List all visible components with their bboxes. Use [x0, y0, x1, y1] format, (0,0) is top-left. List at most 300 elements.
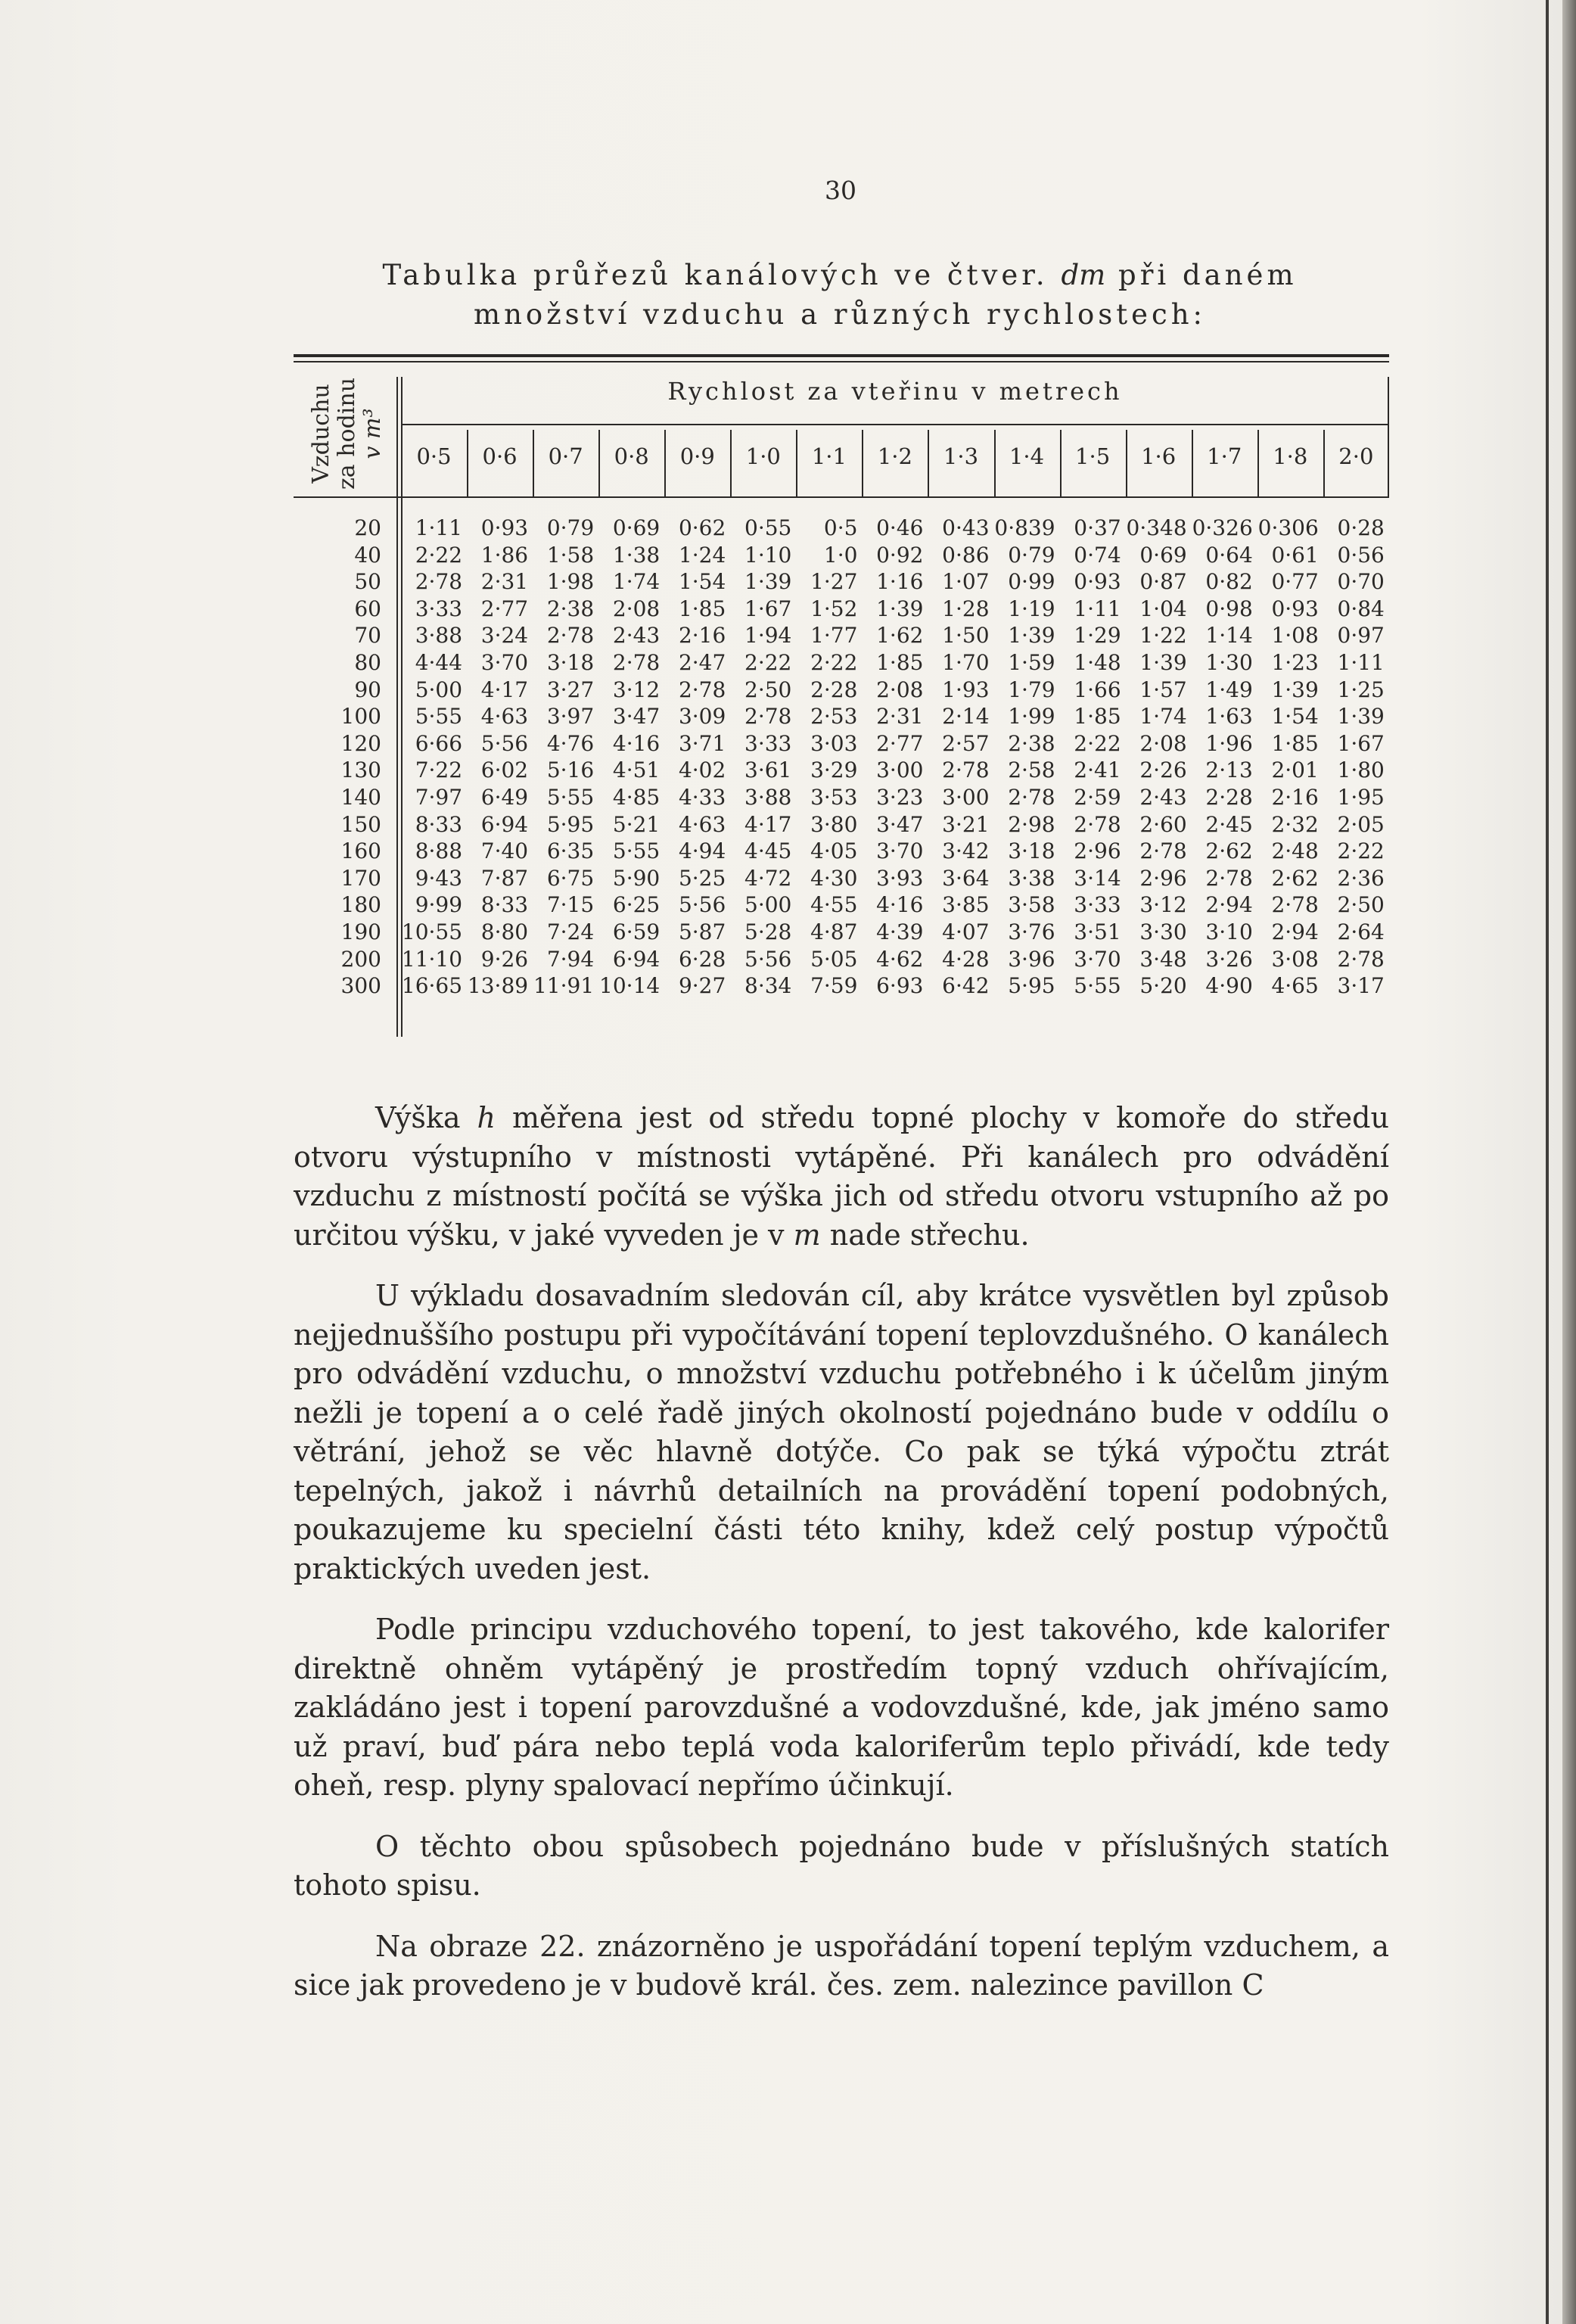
cross-section-table: [294, 354, 1389, 1037]
paragraph-5: Na obraze 22. znázorněno je uspořádání topení teplým vzduchem, a sice jak provedeno je v budově král. čes. zem. nalezince pavillon C: [294, 1929, 1389, 2002]
table-cell: 4·55: [810, 892, 858, 918]
table-cell: 0·348: [1126, 515, 1187, 540]
paragraph-1-unit-m: m: [793, 1218, 821, 1252]
table-cell: 1·85: [876, 650, 924, 675]
table-cell: 6·66: [415, 730, 463, 756]
table-cell: 1·39: [1271, 677, 1319, 702]
table-cell: 1·39: [876, 596, 924, 621]
table-cell: 0·82: [1205, 569, 1253, 595]
table-cell: 2·13: [1205, 758, 1253, 783]
table-cell: 5·95: [546, 811, 595, 837]
air-volume-label: 200: [340, 946, 381, 972]
table-cell: 3·85: [942, 892, 990, 918]
table-cell: 2·22: [1337, 838, 1385, 864]
table-cell: 16·65: [401, 973, 463, 999]
table-cell: 5·28: [744, 919, 792, 944]
table-cell: 1·86: [480, 542, 529, 568]
table-cell: 3·08: [1271, 946, 1319, 972]
table-cell: 2·38: [1008, 730, 1055, 756]
table-cell: 5·56: [744, 946, 792, 972]
table-cell: 2·64: [1337, 919, 1385, 944]
table-cell: 5·90: [612, 865, 661, 891]
table-cell: 2·41: [1074, 758, 1121, 783]
table-cell: 4·62: [876, 946, 924, 972]
table-cell: 1·30: [1205, 650, 1253, 675]
table-cell: 1·93: [942, 677, 990, 702]
table-cell: 3·70: [1074, 946, 1121, 972]
table-cell: 5·55: [612, 838, 661, 864]
table-cell: 9·43: [415, 865, 463, 891]
table-cell: 1·07: [942, 569, 990, 595]
air-volume-label: 120: [340, 730, 381, 756]
velocity-column-header: 0·6: [482, 443, 518, 469]
table-cell: 0·77: [1271, 569, 1319, 595]
table-cell: 1·49: [1205, 677, 1253, 702]
table-cell: 4·16: [876, 892, 924, 918]
table-cell: 4·65: [1271, 973, 1319, 999]
table-cell: 2·94: [1271, 919, 1319, 944]
paragraph-2: U výkladu dosavadním sledován cíl, aby krátce vysvětlen byl způsob nejjednuššího postupu při vypočítávání topení teplovzdušného. O kanálech pro odvádění vzduchu, o množství vzduchu potřebného i k účelům jiným nežli je topení a o celé řadě jiných okolností pojednáno bude v oddílu o větrání, jehož se věc hlavně dotýče. Co pak se týká výpočtu ztrát tepelných, jakož i návrhů detailních na provádění topení podobných, poukazujeme ku specielní části této knihy, kdež celý postup výpočtů praktických uveden jest.: [294, 1279, 1389, 1585]
table-cell: 9·99: [415, 892, 463, 918]
table-cell: 3·61: [744, 758, 792, 783]
table-cell: 8·88: [415, 838, 463, 864]
caption-line-1: [288, 256, 1392, 295]
table-cell: 6·59: [612, 919, 661, 944]
table-cell: 0·99: [1008, 569, 1055, 595]
air-volume-label: 130: [340, 758, 381, 783]
table-cell: 0·306: [1257, 515, 1319, 540]
velocity-column-header: 0·9: [679, 443, 715, 469]
table-cell: 1·10: [744, 542, 792, 568]
air-volume-label: 190: [340, 919, 381, 944]
table-cell: 7·59: [810, 973, 858, 999]
table-cell: 3·27: [546, 677, 595, 702]
paragraph-1-part-c: měřena jest od středu topné plochy v komoře do středu otvoru výstupního v místnosti vytápěné. Při kanálech pro odvádění vzduchu z místností počítá se výška jich od středu otvoru vstupního až po určitou výšku, v jaké vyveden je v: [294, 1101, 1389, 1252]
table-cell: 2·01: [1271, 758, 1319, 783]
table-cell: 2·43: [612, 623, 661, 649]
table-cell: 3·17: [1337, 973, 1385, 999]
table-cell: 3·58: [1008, 892, 1055, 918]
air-volume-label: 160: [340, 838, 381, 864]
table-cell: 13·89: [467, 973, 529, 999]
table-cell: 4·39: [876, 919, 924, 944]
table-cell: 3·21: [942, 811, 990, 837]
table-cell: 3·47: [876, 811, 924, 837]
table-cell: 2·57: [942, 730, 990, 756]
velocity-column-header: 1·8: [1273, 443, 1308, 469]
table-cell: 0·43: [942, 515, 990, 540]
table-cell: 4·76: [546, 730, 595, 756]
table-cell: 1·50: [942, 623, 990, 649]
table-cell: 1·39: [744, 569, 792, 595]
table-cell: 10·55: [401, 919, 463, 944]
table-cell: 3·96: [1008, 946, 1055, 972]
table-cell: 1·27: [810, 569, 858, 595]
table-cell: 3·03: [810, 730, 858, 756]
velocity-column-header: 1·5: [1075, 443, 1111, 469]
table-cell: 2·14: [942, 704, 990, 730]
table-cell: 5·16: [546, 758, 595, 783]
table-cell: 2·98: [1008, 811, 1055, 837]
table-cell: 2·62: [1205, 838, 1253, 864]
table-cell: 3·76: [1008, 919, 1055, 944]
table-cell: 1·28: [942, 596, 990, 621]
table-cell: 3·33: [415, 596, 463, 621]
table-cell: 11·10: [401, 946, 463, 972]
table-cell: 2·43: [1139, 785, 1187, 810]
table-cell: 4·85: [612, 785, 661, 810]
table-cell: 3·48: [1139, 946, 1187, 972]
table-cell: 1·54: [1271, 704, 1319, 730]
table-cell: 8·33: [415, 811, 463, 837]
table-cell: 3·00: [876, 758, 924, 783]
table-cell: 1·23: [1271, 650, 1319, 675]
air-volume-label: 40: [354, 542, 381, 568]
air-volume-label: 60: [354, 596, 381, 621]
table-cell: 2·50: [744, 677, 792, 702]
table-cell: 1·94: [744, 623, 792, 649]
air-volume-label: 80: [354, 650, 381, 675]
table-cell: 0·55: [744, 515, 792, 540]
table-cell: 2·94: [1205, 892, 1253, 918]
table-cell: 8·34: [744, 973, 792, 999]
table-cell: 0·92: [876, 542, 924, 568]
table-cell: 1·19: [1008, 596, 1055, 621]
table-cell: 1·85: [1271, 730, 1319, 756]
table-cell: 5·21: [612, 811, 661, 837]
table-cell: 3·64: [942, 865, 990, 891]
table-cell: 3·14: [1074, 865, 1121, 891]
paragraph-1-part-e: nade střechu.: [829, 1218, 1030, 1252]
air-volume-label: 100: [340, 704, 381, 730]
table-cell: 1·24: [678, 542, 726, 568]
table-cell: 2·28: [1205, 785, 1253, 810]
air-volume-label: 50: [354, 569, 381, 595]
velocity-column-header: 0·5: [416, 443, 452, 469]
table-cell: 1·57: [1139, 677, 1187, 702]
table-cell: 1·85: [1074, 704, 1121, 730]
table-cell: 3·93: [876, 865, 924, 891]
table-cell: 1·54: [678, 569, 726, 595]
table-cell: 2·26: [1139, 758, 1187, 783]
table-cell: 5·56: [480, 730, 529, 756]
table-cell: 2·08: [876, 677, 924, 702]
velocity-column-header: 0·7: [548, 443, 583, 469]
table-cell: 2·22: [1074, 730, 1121, 756]
table-cell: 9·27: [678, 973, 726, 999]
table-cell: 4·07: [942, 919, 990, 944]
table-cell: 3·70: [876, 838, 924, 864]
table-cell: 2·05: [1337, 811, 1385, 837]
table-cell: 0·5: [823, 515, 858, 540]
table-cell: 2·78: [1337, 946, 1385, 972]
velocity-column-header: 1·1: [811, 443, 847, 469]
table-cell: 0·79: [1008, 542, 1055, 568]
table-cell: 3·18: [1008, 838, 1055, 864]
table-cell: 7·24: [546, 919, 595, 944]
table-cell: 1·96: [1205, 730, 1253, 756]
table-cell: 0·326: [1192, 515, 1253, 540]
caption-line-2: množství vzduchu a různých rychlostech:: [474, 298, 1206, 331]
table-cell: 2·78: [1074, 811, 1121, 837]
table-cell: 2·78: [1008, 785, 1055, 810]
table-cell: 2·53: [810, 704, 858, 730]
table-cell: 1·14: [1205, 623, 1253, 649]
table-cell: 4·30: [810, 865, 858, 891]
table-cell: 1·59: [1008, 650, 1055, 675]
table-cell: 1·79: [1008, 677, 1055, 702]
table-cell: 6·75: [546, 865, 595, 891]
table-cell: 0·61: [1271, 542, 1319, 568]
table-cell: 4·44: [415, 650, 463, 675]
table-cell: 2·77: [480, 596, 529, 621]
table-cell: 5·95: [1008, 973, 1055, 999]
table-cell: 1·0: [823, 542, 858, 568]
table-cell: 3·09: [678, 704, 726, 730]
air-volume-label: 90: [354, 677, 381, 702]
paragraph-1-part-a: Výška: [375, 1101, 461, 1134]
table-cell: 4·45: [744, 838, 792, 864]
table-cell: 2·96: [1074, 838, 1121, 864]
table-cell: 5·87: [678, 919, 726, 944]
velocity-group-header: Rychlost za vteřinu v metrech: [667, 377, 1123, 406]
table-cell: 3·47: [612, 704, 661, 730]
table-cell: 1·70: [942, 650, 990, 675]
table-cell: 3·23: [876, 785, 924, 810]
table-cell: 3·97: [546, 704, 595, 730]
page-number: 30: [825, 176, 856, 205]
table-cell: 2·28: [810, 677, 858, 702]
table-cell: 3·24: [480, 623, 529, 649]
table-cell: 5·56: [678, 892, 726, 918]
group-header-rule: [401, 424, 1389, 425]
table-cell: 1·74: [612, 569, 661, 595]
table-cell: 2·78: [1271, 892, 1319, 918]
table-cell: 2·47: [678, 650, 726, 675]
table-cell: 4·02: [678, 758, 726, 783]
table-cell: 3·33: [1074, 892, 1121, 918]
air-volume-label: 140: [340, 785, 381, 810]
table-cell: 0·93: [1074, 569, 1121, 595]
table-cell: 4·72: [744, 865, 792, 891]
table-cell: 2·08: [612, 596, 661, 621]
table-cell: 3·88: [415, 623, 463, 649]
table-cell: 0·93: [1271, 596, 1319, 621]
table-cell: 0·839: [994, 515, 1055, 540]
table-cell: 1·39: [1008, 623, 1055, 649]
table-cell: 2·78: [744, 704, 792, 730]
table-cell: 1·67: [744, 596, 792, 621]
table-cell: 4·51: [612, 758, 661, 783]
table-cell: 1·67: [1337, 730, 1385, 756]
table-cell: 1·80: [1337, 758, 1385, 783]
table-cell: 1·99: [1008, 704, 1055, 730]
table-cell: 0·79: [546, 515, 595, 540]
table-cell: 0·28: [1337, 515, 1385, 540]
table-cell: 2·78: [678, 677, 726, 702]
velocity-column-header: 1·4: [1009, 443, 1045, 469]
table-cell: 2·22: [810, 650, 858, 675]
table-cell: 2·08: [1139, 730, 1187, 756]
table-cell: 2·78: [942, 758, 990, 783]
table-cell: 4·16: [612, 730, 661, 756]
table-cell: 1·74: [1139, 704, 1187, 730]
table-cell: 1·22: [1139, 623, 1187, 649]
table-cell: 0·74: [1074, 542, 1121, 568]
table-cell: 6·94: [612, 946, 661, 972]
table-cell: 5·00: [744, 892, 792, 918]
air-volume-label: 70: [354, 623, 381, 649]
table-cell: 0·69: [612, 515, 661, 540]
table-cell: 0·98: [1205, 596, 1253, 621]
table-cell: 1·85: [678, 596, 726, 621]
table-cell: 2·59: [1074, 785, 1121, 810]
table-cell: 1·39: [1337, 704, 1385, 730]
table-cell: 0·86: [942, 542, 990, 568]
table-cell: 9·26: [480, 946, 529, 972]
table-cell: 6·94: [480, 811, 529, 837]
table-cell: 1·25: [1337, 677, 1385, 702]
row-header-text: [309, 378, 386, 490]
table-cell: 6·49: [480, 785, 529, 810]
table-cell: 2·31: [876, 704, 924, 730]
table-cell: 1·11: [1074, 596, 1121, 621]
table-cell: 7·22: [415, 758, 463, 783]
table-cell: 4·63: [480, 704, 529, 730]
table-cell: 7·40: [480, 838, 529, 864]
table-cell: 1·29: [1074, 623, 1121, 649]
table-cell: 1·52: [810, 596, 858, 621]
table-cell: 2·22: [744, 650, 792, 675]
row-header-divider: [396, 377, 398, 1037]
table-cell: 2·62: [1271, 865, 1319, 891]
table-cell: 3·42: [942, 838, 990, 864]
table-cell: 3·18: [546, 650, 595, 675]
table-cell: 1·39: [1139, 650, 1187, 675]
table-cell: 3·80: [810, 811, 858, 837]
table-caption: [288, 256, 1392, 334]
row-header: [306, 377, 389, 490]
table-cell: 3·88: [744, 785, 792, 810]
table-cell: 10·14: [599, 973, 661, 999]
table-cell: 0·84: [1337, 596, 1385, 621]
velocity-column-header: 1·7: [1207, 443, 1242, 469]
table-cell: 2·38: [546, 596, 595, 621]
table-cell: 0·62: [678, 515, 726, 540]
air-volume-label: 170: [340, 865, 381, 891]
table-cell: 6·25: [612, 892, 661, 918]
table-cell: 2·32: [1271, 811, 1319, 837]
table-cell: 4·17: [744, 811, 792, 837]
table-cell: 1·62: [876, 623, 924, 649]
velocity-column-header: 0·8: [614, 443, 649, 469]
table-cell: 3·30: [1139, 919, 1187, 944]
table-cell: 0·70: [1337, 569, 1385, 595]
table-cell: 2·48: [1271, 838, 1319, 864]
table-cell: 3·10: [1205, 919, 1253, 944]
table-cell: 7·15: [546, 892, 595, 918]
table-cell: 1·63: [1205, 704, 1253, 730]
table-cell: 3·00: [942, 785, 990, 810]
table-cell: 0·56: [1337, 542, 1385, 568]
table-cell: 4·63: [678, 811, 726, 837]
air-volume-label: 300: [340, 973, 381, 999]
table-cell: 3·29: [810, 758, 858, 783]
row-header-line-1: Vzduchu: [308, 384, 334, 484]
table-cell: 5·25: [678, 865, 726, 891]
table-cell: 1·77: [810, 623, 858, 649]
row-header-line-3: v m³: [359, 408, 386, 459]
table-cell: 2·78: [1205, 865, 1253, 891]
table-cell: 4·33: [678, 785, 726, 810]
table-top-rule-thin: [294, 361, 1389, 362]
table-cell: 2·45: [1205, 811, 1253, 837]
table-cell: 3·33: [744, 730, 792, 756]
table-cell: 3·26: [1205, 946, 1253, 972]
table-cell: 5·00: [415, 677, 463, 702]
table-cell: 6·93: [876, 973, 924, 999]
table-cell: 2·31: [480, 569, 529, 595]
table-cell: 1·11: [415, 515, 463, 540]
table-cell: 6·28: [678, 946, 726, 972]
table-cell: 3·70: [480, 650, 529, 675]
table-cell: 5·20: [1139, 973, 1187, 999]
velocity-column-header: 2·0: [1338, 443, 1374, 469]
caption-text: Tabulka průřezů kanálových ve čtver.: [382, 259, 1049, 291]
table-cell: 4·05: [810, 838, 858, 864]
page-edge-line: [1546, 0, 1549, 2324]
table-cell: 2·36: [1337, 865, 1385, 891]
table-cell: 1·04: [1139, 596, 1187, 621]
velocity-column-header: 1·2: [877, 443, 912, 469]
caption-unit: dm: [1061, 259, 1106, 291]
table-cell: 5·55: [1074, 973, 1121, 999]
table-cell: 0·64: [1205, 542, 1253, 568]
table-cell: 6·02: [480, 758, 529, 783]
table-cell: 0·69: [1139, 542, 1187, 568]
air-volume-label: 20: [354, 515, 381, 540]
table-top-rule: [294, 354, 1389, 357]
table-cell: 2·78: [612, 650, 661, 675]
table-cell: 3·51: [1074, 919, 1121, 944]
table-cell: 0·37: [1074, 515, 1121, 540]
table-cell: 1·11: [1337, 650, 1385, 675]
table-cell: 1·08: [1271, 623, 1319, 649]
table-cell: 4·28: [942, 946, 990, 972]
table-cell: 2·77: [876, 730, 924, 756]
velocity-column-header: 1·3: [943, 443, 979, 469]
page-edge-shadow: [1562, 0, 1576, 2324]
table-cell: 6·42: [942, 973, 990, 999]
caption-text-end: při daném: [1118, 259, 1298, 291]
velocity-column-header: 1·6: [1141, 443, 1177, 469]
table-cell: 1·98: [546, 569, 595, 595]
table-cell: 1·16: [876, 569, 924, 595]
table-cell: 5·55: [546, 785, 595, 810]
paragraph-3: Podle principu vzduchového topení, to jest takového, kde kalorifer direktně ohněm vytápěný je prostředím topný vzduch ohřívajícím, zakládáno jest i topení parovzdušné a vodovzdušné, kde, jak jméno samo už praví, buď pára nebo teplá voda kaloriferům teplo přivádí, kde tedy oheň, resp. plyny spalovací nepřímo účinkují.: [294, 1613, 1389, 1802]
air-volume-label: 150: [340, 811, 381, 837]
table-cell: 11·91: [533, 973, 595, 999]
paragraph-1: [294, 1099, 1389, 1255]
body-text: [294, 1099, 1389, 2027]
table-cell: 7·97: [415, 785, 463, 810]
paragraph-4: O těchto obou spůsobech pojednáno bude v příslušných statích tohoto spisu.: [294, 1829, 1389, 1902]
table-cell: 2·16: [678, 623, 726, 649]
table-cell: 1·66: [1074, 677, 1121, 702]
table-cell: 5·55: [415, 704, 463, 730]
table-cell: 6·35: [546, 838, 595, 864]
table-cell: 1·38: [612, 542, 661, 568]
